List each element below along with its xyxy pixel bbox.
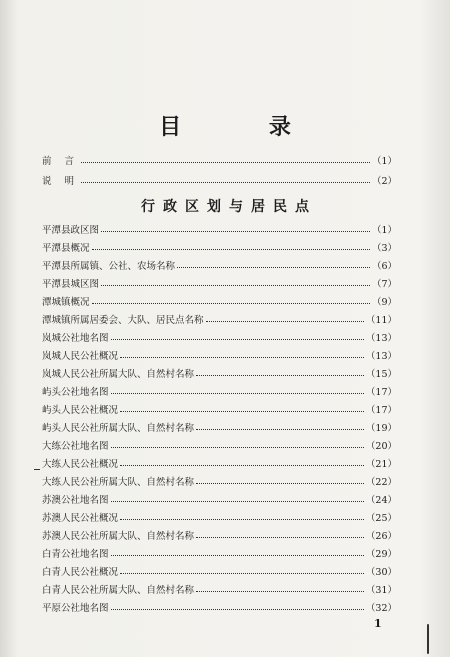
toc-entry-label: 大练公社地名图 (42, 441, 109, 452)
toc-entry-label: 岚城人民公社所属大队、自然村名称 (42, 369, 195, 380)
dot-leader (196, 591, 364, 592)
dot-leader (206, 321, 364, 322)
toc-entry-page: （24） (365, 495, 397, 506)
toc-entry (42, 347, 397, 363)
toc-entry-label: 前 言 (42, 156, 80, 167)
toc-entry-label: 平潭县所属镇、公社、农场名称 (42, 261, 176, 272)
dot-leader (92, 303, 370, 304)
page-number: 1 (374, 617, 382, 630)
toc-entry (42, 221, 397, 237)
toc-entry-page: （1） (371, 225, 397, 236)
pen-mark (34, 469, 40, 470)
toc-entry-page: （26） (365, 531, 397, 542)
dot-leader (120, 357, 364, 358)
scan-artifact-bracket (427, 624, 429, 654)
toc-entry (42, 599, 397, 615)
toc-entry (42, 437, 397, 453)
toc-entry-page: （13） (365, 333, 397, 344)
toc-entry-label: 平潭县概况 (42, 243, 90, 254)
toc-entry-label: 大练人民公社所属大队、自然村名称 (42, 477, 195, 488)
toc-entry-label: 说 明 (42, 176, 80, 187)
toc-entry (42, 473, 397, 489)
toc-entry (42, 365, 397, 381)
dot-leader (196, 537, 364, 538)
toc-entry-page: （9） (371, 297, 397, 308)
toc-entry (42, 491, 397, 507)
toc-entry-page: （15） (365, 369, 397, 380)
dot-leader (120, 411, 364, 412)
dot-leader (111, 555, 364, 556)
toc-entry-page: （17） (365, 405, 397, 416)
toc-entry-label: 屿头公社地名图 (42, 387, 109, 398)
toc-entry (42, 401, 397, 417)
toc-entry-label: 大练人民公社概况 (42, 459, 119, 470)
toc-entry-label: 白青人民公社所属大队、自然村名称 (42, 585, 195, 596)
toc-entry-page: （3） (371, 243, 397, 254)
toc-entry-label: 潭城镇所属居委会、大队、居民点名称 (42, 315, 204, 326)
toc-entry-label: 平潭县政区图 (42, 225, 100, 236)
toc-entry (42, 563, 397, 579)
dot-leader (81, 182, 370, 183)
toc-entry-page: （11） (365, 315, 397, 326)
toc-entry-label: 白青人民公社概况 (42, 567, 119, 578)
toc-entry-label: 苏澳公社地名图 (42, 495, 109, 506)
toc-entry-page: （21） (365, 459, 397, 470)
toc-entry (42, 329, 397, 345)
toc-entry-page: （17） (365, 387, 397, 398)
toc-entry-page: （25） (365, 513, 397, 524)
page-title: 目 录 (159, 115, 331, 140)
toc-entry-label: 苏澳人民公社概况 (42, 513, 119, 524)
toc-entry (42, 545, 397, 561)
toc-entry (42, 293, 397, 309)
dot-leader (196, 375, 364, 376)
toc-entry-page: （20） (365, 441, 397, 452)
section-heading: 行政区划与居民点 (141, 199, 317, 215)
dot-leader (111, 339, 364, 340)
dot-leader (92, 249, 370, 250)
dot-leader (111, 609, 364, 610)
toc-entry-label: 屿头人民公社概况 (42, 405, 119, 416)
toc-entry (42, 383, 397, 399)
dot-leader (101, 285, 370, 286)
toc-front-preface (42, 152, 397, 168)
dot-leader (196, 483, 364, 484)
dot-leader (111, 393, 364, 394)
toc-entry (42, 239, 397, 255)
toc-entry-page: （1） (371, 156, 397, 167)
dot-leader (111, 447, 364, 448)
dot-leader (101, 231, 370, 232)
toc-entry-page: （29） (365, 549, 397, 560)
toc-entry-page: （32） (365, 603, 397, 614)
toc-entry-label: 潭城镇概况 (42, 297, 90, 308)
toc-entry-label: 岚城人民公社概况 (42, 351, 119, 362)
toc-entry (42, 257, 397, 273)
toc-entry (42, 275, 397, 291)
toc-entry-page: （7） (371, 279, 397, 290)
dot-leader (196, 429, 364, 430)
dot-leader (81, 162, 370, 163)
toc-entry-label: 白青公社地名图 (42, 549, 109, 560)
dot-leader (120, 519, 364, 520)
toc-entry (42, 455, 397, 471)
toc-front-notes (42, 172, 397, 188)
toc-entry-page: （22） (365, 477, 397, 488)
toc-entry-page: （19） (365, 423, 397, 434)
toc-entry-page: （30） (365, 567, 397, 578)
toc-entry-label: 岚城公社地名图 (42, 333, 109, 344)
toc-entry-label: 屿头人民公社所属大队、自然村名称 (42, 423, 195, 434)
toc-entry (42, 581, 397, 597)
toc-entry-label: 平潭县城区图 (42, 279, 100, 290)
toc-entry (42, 527, 397, 543)
toc-entry-page: （2） (371, 176, 397, 187)
dot-leader (177, 267, 370, 268)
toc-entry-page: （6） (371, 261, 397, 272)
toc-entry (42, 419, 397, 435)
dot-leader (111, 501, 364, 502)
toc-entry-label: 苏澳人民公社所属大队、自然村名称 (42, 531, 195, 542)
dot-leader (120, 465, 364, 466)
toc-entry (42, 311, 397, 327)
toc-entry (42, 509, 397, 525)
toc-entry-page: （31） (365, 585, 397, 596)
dot-leader (120, 573, 364, 574)
toc-entry-label: 平原公社地名图 (42, 603, 109, 614)
toc-entry-page: （13） (365, 351, 397, 362)
